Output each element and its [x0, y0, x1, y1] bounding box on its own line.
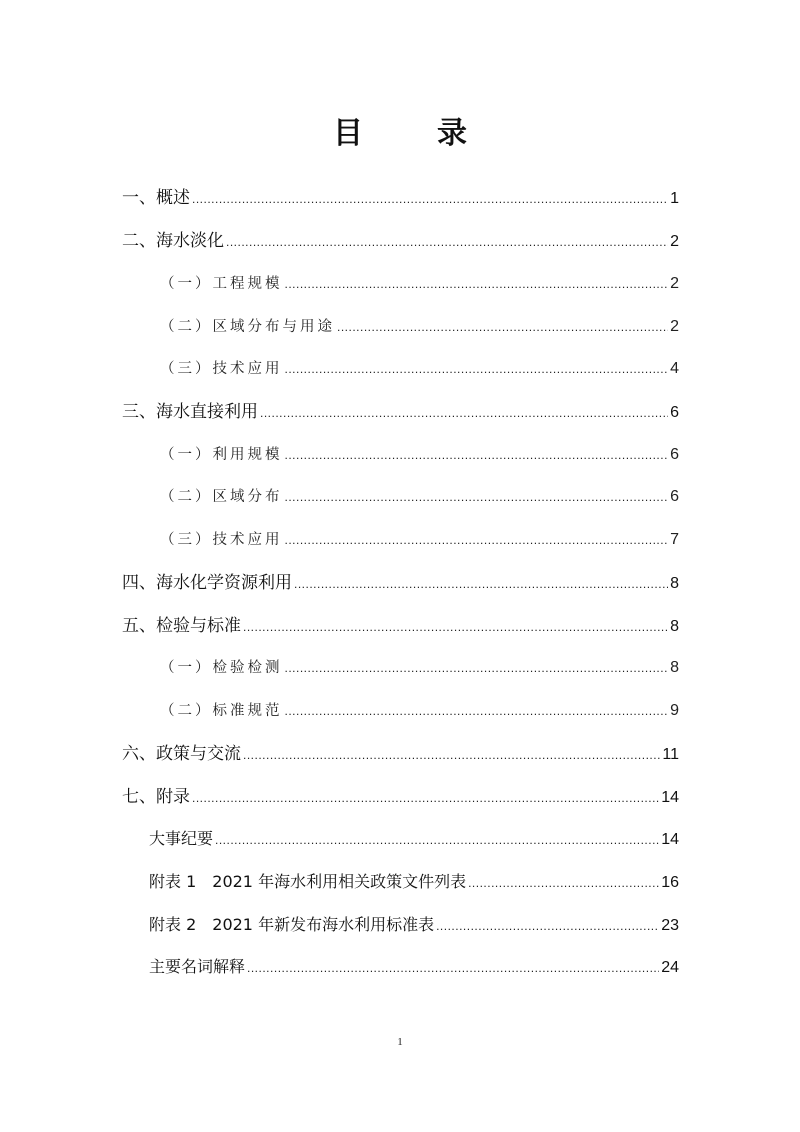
toc-entry-page: 8 — [670, 618, 679, 635]
toc-entry-label: （三）技术应用 — [160, 361, 283, 377]
toc-entry[interactable] — [160, 698, 679, 724]
toc-entry-page: 14 — [661, 789, 679, 806]
toc-entry-page: 16 — [661, 874, 679, 891]
toc-entry-label: 附表 1 2021 年海水利用相关政策文件列表 — [149, 872, 467, 891]
toc-entry-page: 2 — [670, 275, 679, 292]
toc-entry-label: （二）标准规范 — [160, 703, 283, 719]
dot-leader — [192, 186, 668, 212]
toc-entry[interactable] — [122, 613, 679, 639]
toc-entry[interactable] — [160, 356, 679, 382]
toc-entry-page: 1 — [670, 190, 679, 207]
toc-entry[interactable] — [122, 399, 679, 425]
dot-leader — [247, 955, 659, 981]
toc-entry-page: 6 — [670, 488, 679, 505]
page-title: 目 录 — [333, 116, 489, 151]
toc-entry-label: 附表 2 2021 年新发布海水利用标准表 — [149, 915, 435, 934]
toc-entry[interactable] — [160, 442, 679, 468]
dot-leader — [285, 442, 669, 468]
dot-leader — [285, 698, 669, 724]
dot-leader — [192, 785, 659, 811]
toc-entry-label: 主要名词解释 — [149, 957, 246, 976]
toc-entry-label: （一）利用规模 — [160, 447, 283, 463]
toc-entry-label: 六、政策与交流 — [122, 744, 241, 764]
dot-leader — [215, 827, 659, 853]
toc-entry[interactable] — [149, 826, 679, 852]
dot-leader — [226, 229, 668, 255]
toc-entry-label: 七、附录 — [122, 787, 190, 807]
toc-entry-page: 11 — [662, 746, 679, 763]
toc-entry-label: 二、海水淡化 — [122, 231, 224, 251]
toc-entry-label: （一）检验检测 — [160, 660, 283, 676]
toc-entry-page: 8 — [670, 659, 679, 676]
toc-entry-page: 4 — [670, 360, 679, 377]
toc-entry[interactable] — [122, 570, 679, 596]
toc-entry-page: 2 — [670, 233, 679, 250]
toc-entry-label: （三）技术应用 — [160, 532, 283, 548]
toc-entry[interactable] — [160, 527, 679, 553]
dot-leader — [243, 742, 660, 768]
dot-leader — [436, 913, 659, 939]
toc-entry-page: 14 — [661, 831, 679, 848]
toc-entry-page: 7 — [670, 531, 679, 548]
dot-leader — [243, 614, 668, 640]
toc-entry-label: （二）区域分布与用途 — [160, 319, 335, 335]
toc-entry-page: 23 — [661, 917, 679, 934]
toc-entry-label: （二）区域分布 — [160, 489, 283, 505]
toc-entry-page: 9 — [670, 702, 679, 719]
toc-entry[interactable] — [160, 314, 679, 340]
dot-leader — [285, 527, 669, 553]
toc-entry-page: 24 — [661, 959, 679, 976]
dot-leader — [468, 870, 659, 896]
toc-entry-label: 四、海水化学资源利用 — [122, 573, 292, 593]
dot-leader — [285, 484, 669, 510]
toc-entry-label: 五、检验与标准 — [122, 616, 241, 636]
dot-leader — [285, 356, 669, 382]
toc-entry[interactable] — [160, 655, 679, 681]
toc-entry-label: （一）工程规模 — [160, 276, 283, 292]
toc-entry-page: 2 — [670, 318, 679, 335]
toc-entry[interactable] — [149, 869, 679, 895]
toc-entry-label: 三、海水直接利用 — [122, 402, 258, 422]
dot-leader — [337, 314, 668, 340]
toc-entry[interactable] — [149, 954, 679, 980]
dot-leader — [260, 400, 668, 426]
toc-entry-label: 一、概述 — [122, 188, 190, 208]
toc-entry[interactable] — [122, 185, 679, 211]
toc-entry[interactable] — [122, 741, 679, 767]
toc-entry[interactable] — [160, 271, 679, 297]
toc-entry[interactable] — [122, 784, 679, 810]
dot-leader — [285, 655, 669, 681]
toc-entry-page: 8 — [670, 575, 679, 592]
dot-leader — [294, 571, 668, 597]
toc-entry-page: 6 — [670, 404, 679, 421]
page-number: 1 — [397, 1036, 403, 1048]
toc-entry-page: 6 — [670, 446, 679, 463]
toc-entry[interactable] — [160, 484, 679, 510]
toc-entry[interactable] — [122, 228, 679, 254]
dot-leader — [285, 271, 669, 297]
toc-entry-label: 大事纪要 — [149, 829, 214, 848]
toc-entry[interactable] — [149, 912, 679, 938]
